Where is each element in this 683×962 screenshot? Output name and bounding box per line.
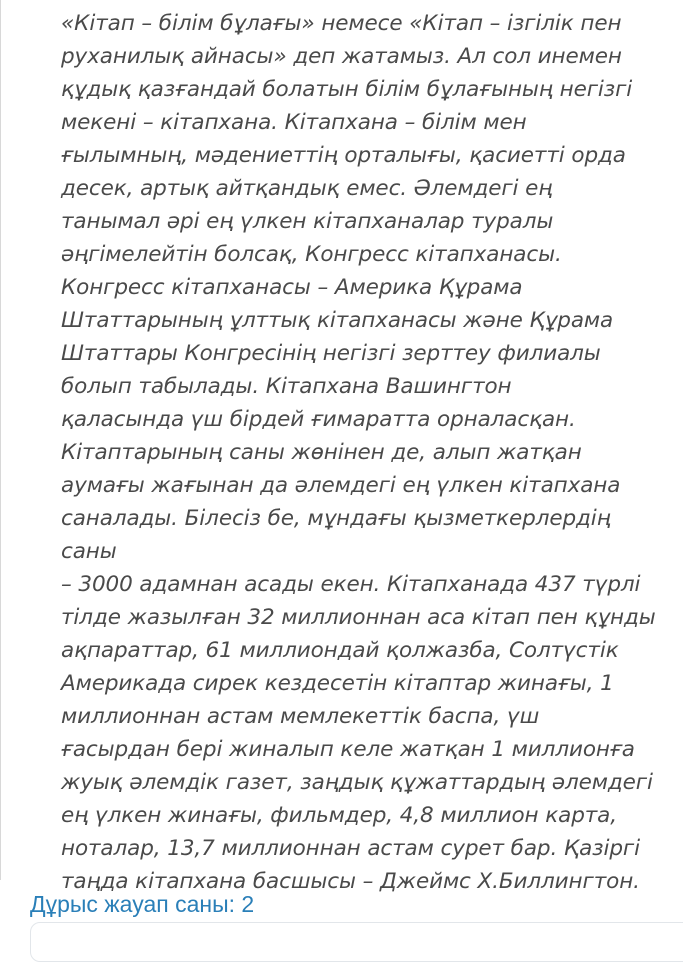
passage-text: «Кітап – білім бұлағы» немесе «Кітап – ізгілік пен руханилық айнасы» деп жатамыз. Ал сол инемен құдық қазғандай болатын білім бұлағының негізгі мекені – кітапхана. Кітапхана – білім мен ғылымның, мәдениеттің орталығы, қасиетті орда десек, артық айтқандық емес. Әлемдегі ең танымал әрі ең үлкен кітапханалар туралы әңгімелейтін болсақ, Конгресс кітапханасы. Конгресс кітапханасы – Америка Құрама Штаттарының ұлттық кітапханасы және Құрама Штаттары Конгресінің негізгі зерттеу филиалы болып табылады. Кітапхана Вашингтон қаласында үш бірдей ғимаратта орналасқан. Кітаптарының саны жөнінен де, алып жатқан аумағы жағынан да әлемдегі ең үлкен кітапхана саналады. Білесіз бе, мұндағы қызметкерлердің саны – 3000 адамнан асады екен. Кітапханада 437 түрлі тілде жазылған 32 миллионнан аса кітап пен құнды ақпараттар, 61 миллиондай қолжазба, Солтүстік Америкада сирек кездесетін кітаптар жинағы, 1 миллионнан астам мемлекеттік баспа, үш ғасырдан бері жиналып келе жатқан 1 миллионға жуық әлемдік газет, заңдық құжаттардың әлемдегі ең үлкен жинағы, фильмдер, 4,8 миллион карта, ноталар, 13,7 миллионнан астам сурет бар. Қазіргі таңда кітапхана басшысы – Джеймс Х.Биллингтон. bbox=[61, 11, 656, 894]
answer-card bbox=[30, 922, 683, 962]
correct-answer-count: Дұрыс жауап саны: 2 bbox=[30, 891, 255, 917]
